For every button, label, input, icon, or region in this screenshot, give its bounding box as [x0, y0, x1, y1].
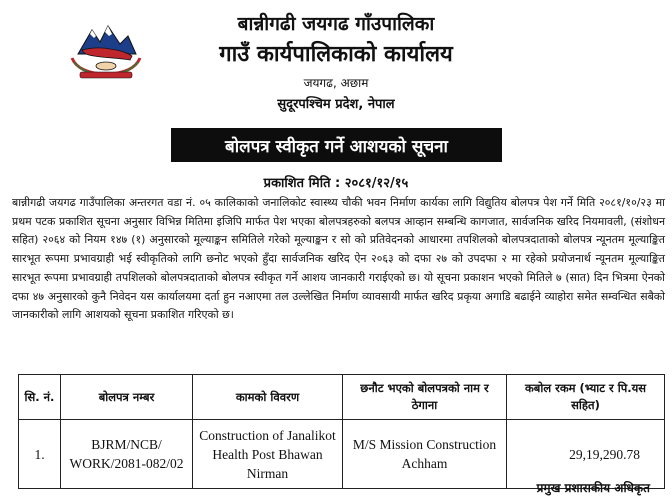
col-header-bid-number: बोलपत्र नम्बर: [61, 375, 193, 420]
publication-date: प्रकाशित मिति : २०८१/१२/१५: [263, 176, 409, 191]
table-header-row: [19, 375, 665, 420]
col-header-sn: सि. नं.: [19, 375, 61, 420]
col-header-bidder: छनौट भएको बोलपत्रको नाम र ठेगाना: [343, 375, 507, 420]
cell-bidder: M/S Mission Construction Achham: [343, 420, 507, 489]
col-header-amount: कबोल रकम (भ्याट र पि.यस सहित): [507, 375, 665, 420]
cell-bid-number: BJRM/NCB/ WORK/2081-082/02: [61, 420, 193, 489]
notice-body: बान्नीगढी जयगढ गाउँपालिका अन्तरगत वडा नं. ०५ कालिकाको जनालिकोट स्वास्थ्य चौकी भवन निर्माण कार्यका लागि विद्युतिय बोलपत्र पेश गर्ने मिति २०८१/१०/२३ मा प्रथम पटक प्रकाशित सूचना अनुसार विभिन्न मितिमा इजिपि मार्फत पेश भएका बोलपत्रहरुको बलपत्र आव्हान सम्बन्धि कागजात, सार्वजनिक खरिद नियमावली, (संशोधन सहित) २०६४ को नियम १४७ (१) अनुसारको मूल्याङ्कन समितिले गरेको मूल्याङ्कन र सो को प्रतिवेदनको आधारमा तपशिलको बोलपत्रदाताको बोलपत्र न्यूनतम मूल्याङ्कित सारभूत रूपमा प्रभावग्राही भई स्वीकृतिको लागि छनोट भएको हुँदा सार्वजनिक खरिद ऐन २०६३ को दफा २७ को उपदफा २ मा रहेको प्रयोजनार्थ न्यूनतम मूल्याङ्कित सारभूत रूपमा प्रभावग्राही तपशिलको बोलपत्रदाताको बोलपत्र स्वीकृत गर्ने आशय जानकारी गराईएको छ। यो सूचना प्रकाशन भएको मितिले ७ (सात) दिन भित्रमा ऐनको दफा ४७ अनुसारको कुनै निवेदन यस कार्यालयमा दर्ता हुन नआएमा तल उल्लेखित निर्माण व्यावसायी मार्फत खरिद प्रकृया अगाडि बढाईने व्याहोरा समेत सम्वन्धित सबैको जानकारीको लागि आशयको सूचना प्रकाशित गरिएको छ।: [12, 196, 665, 322]
col-header-description: कामको विवरण: [193, 375, 343, 420]
notice-title: बोलपत्र स्वीकृत गर्ने आशयको सूचना: [171, 128, 502, 162]
province-name: सुदूरपश्चिम प्रदेश, नेपाल: [277, 97, 395, 112]
municipality-name: बान्नीगढी जयगढ गाँउपालिका: [237, 13, 435, 35]
office-name: गाउँ कार्यपालिकाको कार्यालय: [219, 42, 453, 67]
bid-table: [18, 374, 665, 489]
signatory-title: प्रमुख प्रशासकीय अधिकृत: [536, 481, 650, 495]
cell-amount: 29,19,290.78: [507, 420, 665, 489]
office-location: जयगढ, अछाम: [303, 76, 369, 90]
cell-description: Construction of Janalikot Health Post Bhawan Nirman: [193, 420, 343, 489]
cell-sn: 1.: [19, 420, 61, 489]
